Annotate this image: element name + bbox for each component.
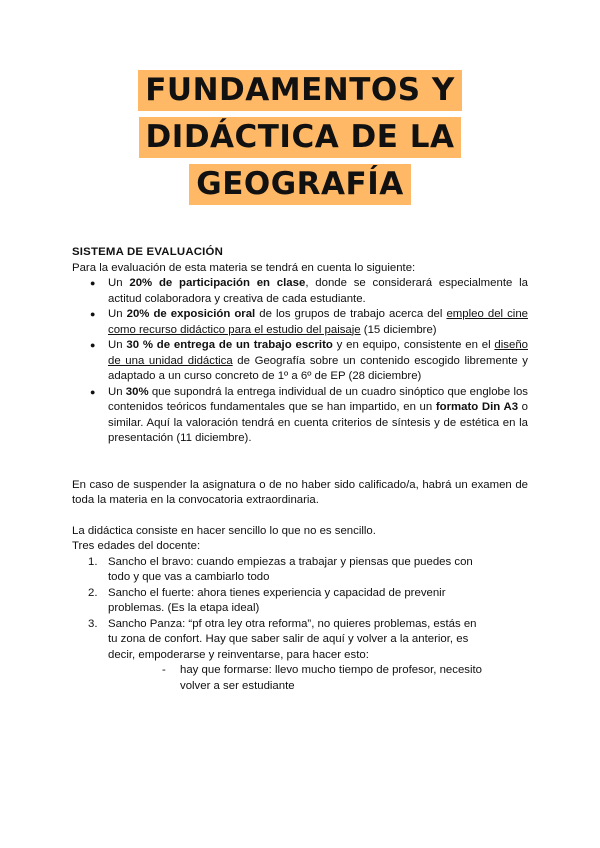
evaluation-list (72, 276, 528, 447)
teacher-ages-heading: Tres edades del docente: (72, 540, 201, 552)
teacher-age-item: 2. Sancho el fuerte: ahora tienes experiencia y capacidad de prevenir problemas. (Es la etapa ideal) (88, 586, 446, 614)
evaluation-item-synoptic-chart: ● Un 30% que supondrá la entrega individual de un cuadro sinóptico que englobe los contenidos teóricos fundamentales que se han impartido, en un formato Din A3 o similar. Aquí la valoración tendrá en cuenta criterios de síntesis y de estética en la presentación (11 diciembre). (108, 385, 528, 447)
title-line-2: DIDÁCTICA DE LA (139, 117, 462, 158)
evaluation-item-oral-exposition: ● Un 20% de exposición oral de los grupos de trabajo acerca del empleo del cine como recurso didáctico para el estudio del paisaje (15 diciembre) (108, 307, 528, 338)
document-title (0, 70, 600, 211)
evaluation-item-written-work: ● Un 30 % de entrega de un trabajo escrito y en equipo, consistente en el diseño de una unidad didáctica de Geografía sobre un contenido escogido libremente y adaptado a un curso concreto de 1º a 6º de EP (28 diciembre) (108, 338, 528, 385)
teacher-age-item: 3. Sancho Panza: “pf otra ley otra reforma”, no quieres problemas, estás en tu zona de confort. Hay que saber salir de aquí y volver a la anterior, es decir, empoderarse y reinventarse, para hacer esto: - hay que formarse: llevo mucho tiempo de profesor, necesito volver a ser estudiante (108, 617, 528, 695)
evaluation-heading: SISTEMA DE EVALUACIÓN (72, 246, 224, 258)
title-line-3: GEOGRAFÍA (189, 164, 410, 205)
document-body (72, 245, 528, 694)
sub-list (108, 663, 488, 694)
title-line-1: FUNDAMENTOS Y (138, 70, 462, 111)
teacher-age-item: 1. Sancho el bravo: cuando empiezas a trabajar y piensas que puedes con todo y que vas a cambiarlo todo (88, 555, 473, 583)
didactics-statement: La didáctica consiste en hacer sencillo lo que no es sencillo. (72, 524, 376, 537)
exam-note: En caso de suspender la asignatura o de no haber sido calificado/a, habrá un examen de toda la materia en la convocatoria extraordinaria. (72, 478, 528, 506)
teacher-ages-list (72, 555, 528, 695)
evaluation-intro: Para la evaluación de esta materia se tendrá en cuenta lo siguiente: (72, 261, 416, 274)
evaluation-item-participation: ● Un 20% de participación en clase, donde se considerará especialmente la actitud colaboradora y creativa de cada estudiante. (108, 276, 528, 307)
sub-list-item: - hay que formarse: llevo mucho tiempo de profesor, necesito volver a ser estudiante (180, 663, 488, 694)
